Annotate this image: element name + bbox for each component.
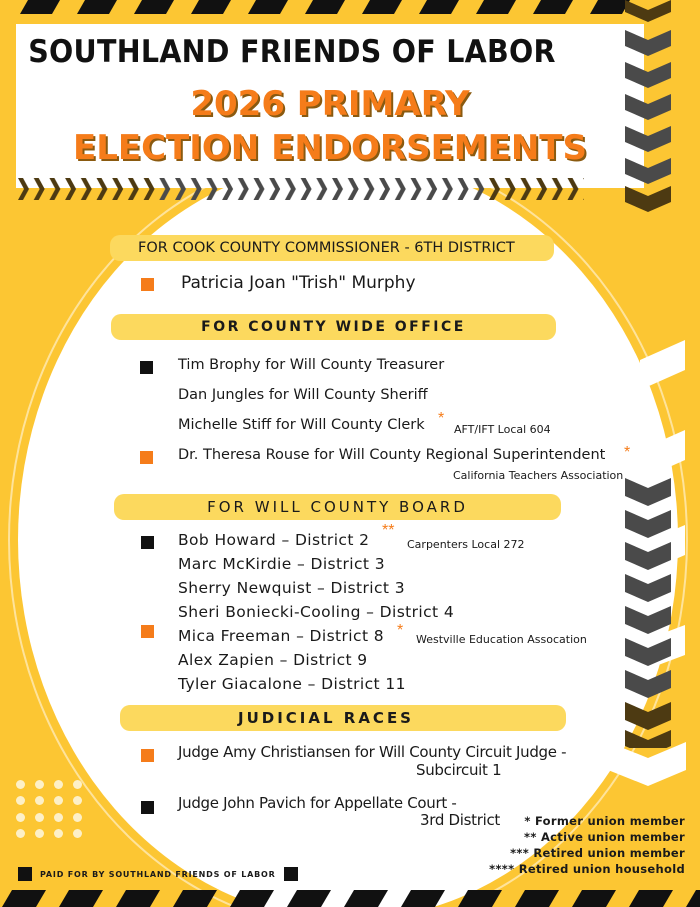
chevron-strip-decoration bbox=[18, 178, 584, 200]
hazard-stripes-bottom bbox=[0, 890, 700, 907]
union-mark: * bbox=[624, 444, 631, 461]
union-affiliation: Carpenters Local 272 bbox=[407, 538, 525, 551]
candidate-stiff: Michelle Stiff for Will County Clerk bbox=[178, 417, 425, 433]
section-heading-county-wide: FOR COUNTY WIDE OFFICE bbox=[111, 314, 556, 340]
candidate-pavich: Judge John Pavich for Appellate Court - bbox=[178, 794, 457, 812]
union-affiliation: California Teachers Association bbox=[453, 469, 624, 482]
candidate-zapien: Alex Zapien – District 9 bbox=[178, 651, 368, 669]
union-mark: * bbox=[397, 622, 404, 639]
chevron-column-bottom bbox=[625, 478, 671, 748]
orange-bullet-icon bbox=[141, 278, 154, 291]
candidate-jungles: Dan Jungles for Will County Sheriff bbox=[178, 387, 428, 403]
chevron-column-top bbox=[625, 0, 671, 215]
orange-bullet-icon bbox=[141, 749, 154, 762]
candidate-howard: Bob Howard – District 2 bbox=[178, 531, 370, 549]
legend-former: * Former union member bbox=[524, 814, 685, 828]
title-line-1: 2026 PRIMARY bbox=[190, 84, 470, 124]
legend-active: ** Active union member bbox=[524, 830, 685, 844]
candidate-mckirdie: Marc McKirdie – District 3 bbox=[178, 555, 385, 573]
hazard-stripes-top bbox=[0, 0, 700, 15]
section-heading-cook-county: FOR COOK COUNTY COMMISSIONER - 6TH DISTRICT bbox=[110, 235, 554, 261]
org-title: SOUTHLAND FRIENDS OF LABOR bbox=[28, 34, 556, 70]
orange-bullet-icon bbox=[140, 451, 153, 464]
union-affiliation: Westville Education Assocation bbox=[416, 633, 587, 646]
candidate-christiansen-subcircuit: Subcircuit 1 bbox=[416, 761, 502, 779]
candidate-rouse: Dr. Theresa Rouse for Will County Regional Superintendent bbox=[178, 447, 606, 463]
candidate-boniecki-cooling: Sheri Boniecki-Cooling – District 4 bbox=[178, 603, 455, 621]
union-membership-legend bbox=[489, 813, 685, 877]
paid-for-disclaimer bbox=[18, 866, 298, 882]
black-square-icon bbox=[284, 867, 298, 881]
legend-retired-household: **** Retired union household bbox=[489, 862, 685, 876]
legend-retired: *** Retired union member bbox=[510, 846, 685, 860]
union-mark: ** bbox=[382, 522, 395, 539]
candidate-freeman: Mica Freeman – District 8 bbox=[178, 627, 385, 645]
black-bullet-icon bbox=[141, 801, 154, 814]
union-mark: * bbox=[438, 410, 445, 427]
orange-bullet-icon bbox=[141, 625, 154, 638]
dot-grid-decoration bbox=[14, 778, 94, 840]
black-bullet-icon bbox=[141, 536, 154, 549]
black-bullet-icon bbox=[140, 361, 153, 374]
candidate-christiansen: Judge Amy Christiansen for Will County Circuit Judge - bbox=[178, 743, 567, 761]
candidate-brophy: Tim Brophy for Will County Treasurer bbox=[178, 357, 445, 373]
candidate-giacalone: Tyler Giacalone – District 11 bbox=[178, 675, 406, 693]
candidate-murphy: Patricia Joan "Trish" Murphy bbox=[181, 273, 416, 293]
candidate-newquist: Sherry Newquist – District 3 bbox=[178, 579, 405, 597]
section-heading-judicial: JUDICIAL RACES bbox=[120, 705, 566, 731]
section-heading-county-board: FOR WILL COUNTY BOARD bbox=[114, 494, 561, 520]
candidate-pavich-district: 3rd District bbox=[420, 811, 501, 829]
title-line-2: ELECTION ENDORSEMENTS bbox=[72, 128, 587, 168]
paid-for-text: PAID FOR BY SOUTHLAND FRIENDS OF LABOR bbox=[40, 869, 276, 879]
black-square-icon bbox=[18, 867, 32, 881]
union-affiliation: AFT/IFT Local 604 bbox=[454, 423, 551, 436]
